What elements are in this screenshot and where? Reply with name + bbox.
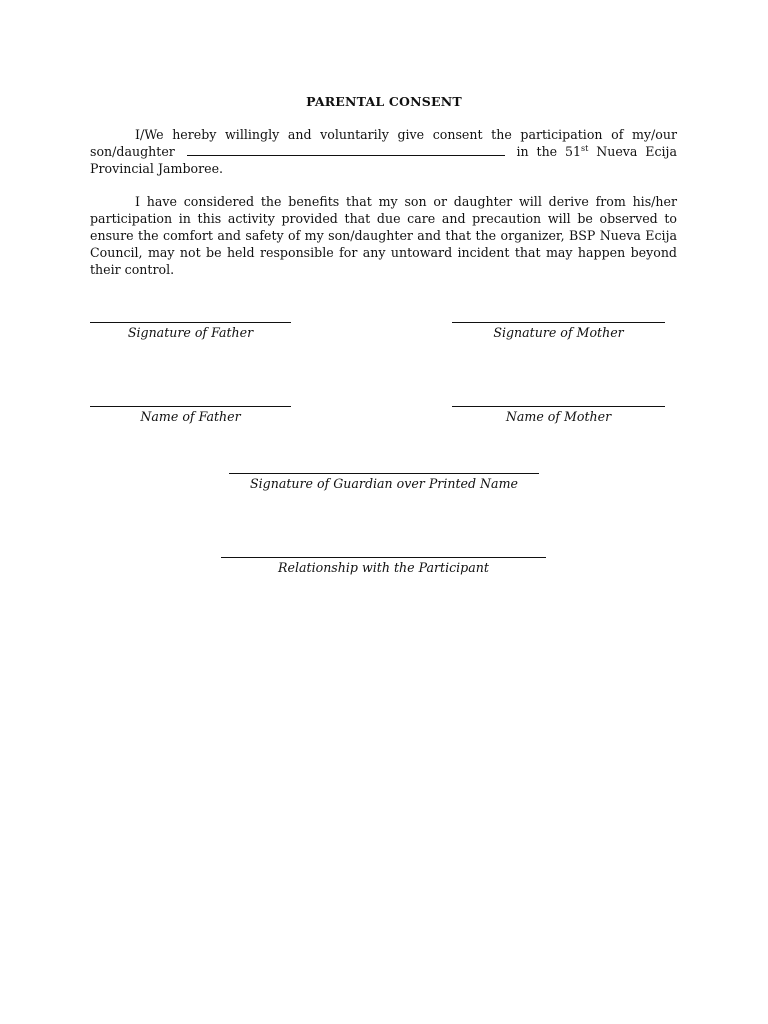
guardian-signature-line[interactable]: Signature of Guardian over Printed Name bbox=[229, 473, 539, 491]
mother-name-line[interactable]: Name of Mother bbox=[452, 406, 665, 424]
ordinal-suffix: st bbox=[581, 143, 589, 153]
document-title: PARENTAL CONSENT bbox=[306, 94, 462, 109]
liability-paragraph: I have considered the benefits that my son or daughter will derive from his/her participation in this activity provided that due care and precaution will be observed to ensure the comfort and safety of my son/daughter and that the organizer, BSP Nueva Ecija Council, may not be held responsible for any untoward incident that may happen beyond their control. bbox=[90, 194, 677, 277]
father-name-line[interactable]: Name of Father bbox=[90, 406, 291, 424]
participant-name-blank[interactable] bbox=[187, 144, 505, 156]
consent-text-end: Nueva Ecija Provincial Jamboree. bbox=[90, 144, 677, 176]
consent-text-start: I/We hereby willingly and voluntarily give consent the participation of my/our son/daughter bbox=[90, 127, 677, 159]
mother-signature-line[interactable]: Signature of Mother bbox=[452, 322, 665, 340]
relationship-line[interactable]: Relationship with the Participant bbox=[221, 557, 546, 575]
consent-paragraph bbox=[90, 126, 677, 177]
consent-text-jamboree: in the 51 bbox=[516, 144, 582, 159]
father-signature-line[interactable]: Signature of Father bbox=[90, 322, 291, 340]
